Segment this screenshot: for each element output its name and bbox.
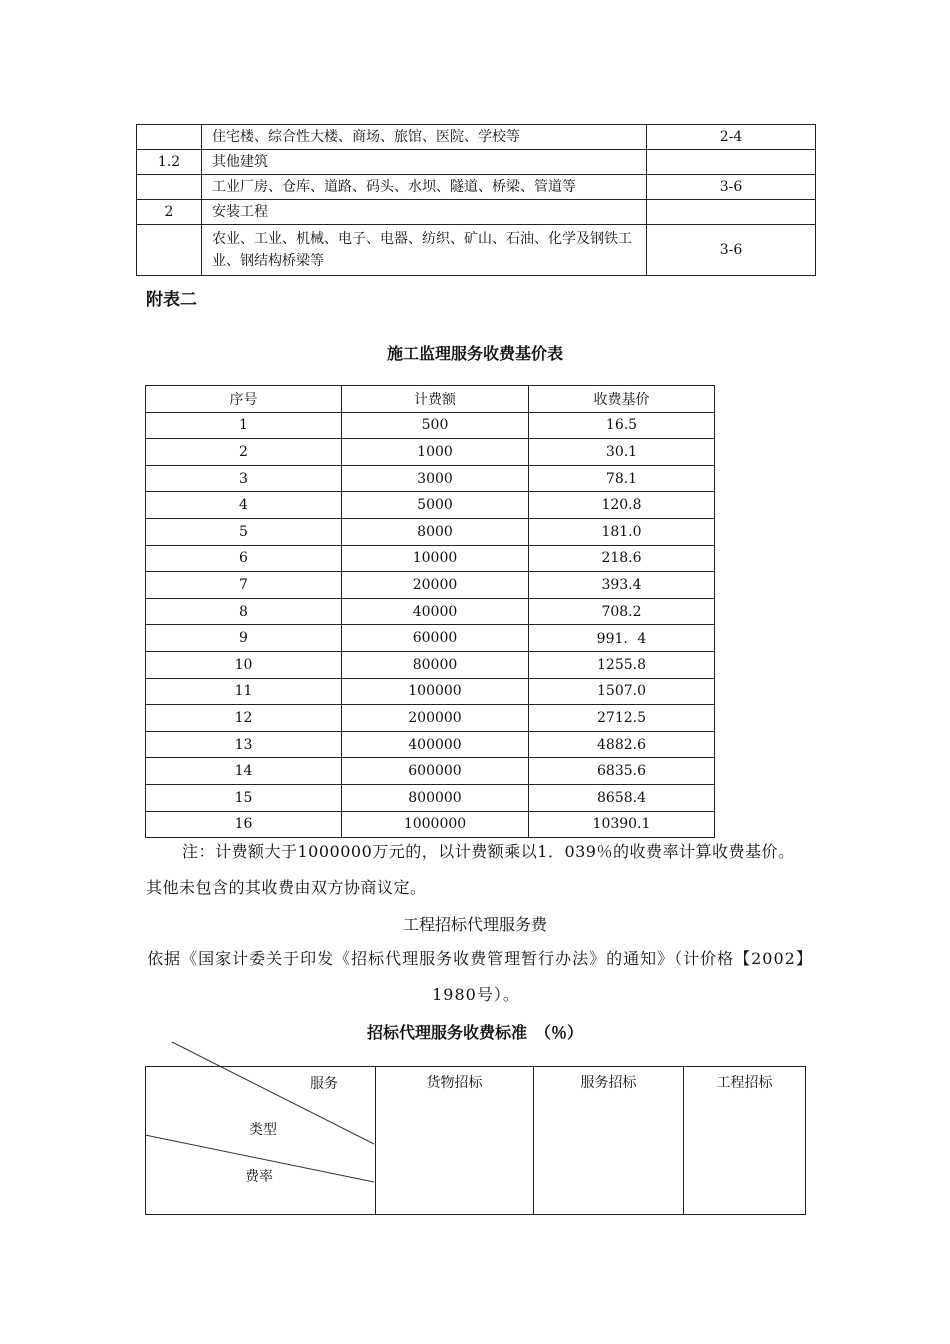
table-cell: 120.8 [529,492,715,519]
table-cell: 60000 [342,625,529,652]
table-cell: 2712.5 [529,705,715,732]
table-cell: 5000 [342,492,529,519]
diagonal-line [172,1042,374,1144]
table-cell: 3-6 [647,225,816,276]
table-cell: 400000 [342,731,529,758]
table-cell: 工业厂房、仓库、道路、码头、水坝、隧道、桥梁、管道等 [202,175,647,200]
table-cell: 1507.0 [529,678,715,705]
table-cell: 8 [146,598,342,625]
table-cell: 其他建筑 [202,150,647,175]
table-cell: 10 [146,651,342,678]
table-cell: 11 [146,678,342,705]
table-cell: 安装工程 [202,200,647,225]
table-cell: 1.2 [137,150,202,175]
table-cell: 3-6 [647,175,816,200]
table-cell: 200000 [342,705,529,732]
table-cell: 4 [146,492,342,519]
table-cell: 2-4 [647,125,816,150]
table-cell: 1 [146,412,342,439]
fee-note: 注：计费额大于1000000万元的，以计费额乘以1．039％的收费率计算收费基价。其他未包含的其收费由双方协商议定。 [146,842,795,897]
column-header: 收费基价 [529,386,715,413]
table-cell: 9 [146,625,342,652]
table-cell: 708.2 [529,598,715,625]
section-subheading: 工程招标代理服务费 [402,915,547,934]
table-cell: 6835.6 [529,758,715,785]
table-cell: 5 [146,518,342,545]
table-cell: 500 [342,412,529,439]
table-cell: 78.1 [529,465,715,492]
table-cell: 393.4 [529,572,715,599]
diagonal-line [145,1135,374,1182]
table-cell: 30.1 [529,439,715,466]
table-cell: 181.0 [529,518,715,545]
column-header: 计费额 [342,386,529,413]
column-header: 工程招标 [684,1067,806,1215]
table-cell: 40000 [342,598,529,625]
table-cell: 8658.4 [529,784,715,811]
table-cell: 100000 [342,678,529,705]
table-cell: 3 [146,465,342,492]
table-cell: 7 [146,572,342,599]
fee-table-title: 施工监理服务收费基价表 [386,344,563,363]
basis-text: 依据《国家计委关于印发《招标代理服务收费管理暂行办法》的通知》（计价格【2002】1980号）。 [147,949,805,1004]
table-cell: 20000 [342,572,529,599]
table-cell: 10390.1 [529,811,715,838]
table-cell: 住宅楼、综合性大楼、商场、旅馆、医院、学校等 [202,125,647,150]
table-cell: 1000 [342,439,529,466]
column-header: 序号 [146,386,342,413]
column-header: 服务招标 [534,1067,684,1215]
corner-label-rate: 费率 [245,1169,273,1185]
table-cell: 2 [146,439,342,466]
table-cell: 16 [146,811,342,838]
table-cell: 80000 [342,651,529,678]
table-cell: 6 [146,545,342,572]
table-cell: 农业、工业、机械、电子、电器、纺织、矿山、石油、化学及钢铁工业、钢结构桥梁等 [202,225,647,276]
table-cell: 600000 [342,758,529,785]
table-cell: 3000 [342,465,529,492]
table-cell: 991．4 [529,625,715,652]
corner-label-type: 类型 [249,1122,277,1138]
table-cell: 218.6 [529,545,715,572]
table-cell: 1255.8 [529,651,715,678]
table-cell: 16.5 [529,412,715,439]
agency-table-title: 招标代理服务收费标准 （％） [366,1023,583,1042]
table-cell: 2 [137,200,202,225]
table-cell: 4882.6 [529,731,715,758]
table-cell: 12 [146,705,342,732]
column-header: 货物招标 [376,1067,534,1215]
table-cell: 800000 [342,784,529,811]
table-cell: 13 [146,731,342,758]
table-cell: 15 [146,784,342,811]
table-cell: 8000 [342,518,529,545]
table-cell: 1000000 [342,811,529,838]
corner-label-service: 服务 [310,1076,338,1092]
appendix-label: 附表二 [146,290,197,310]
table-cell: 10000 [342,545,529,572]
table-cell: 14 [146,758,342,785]
